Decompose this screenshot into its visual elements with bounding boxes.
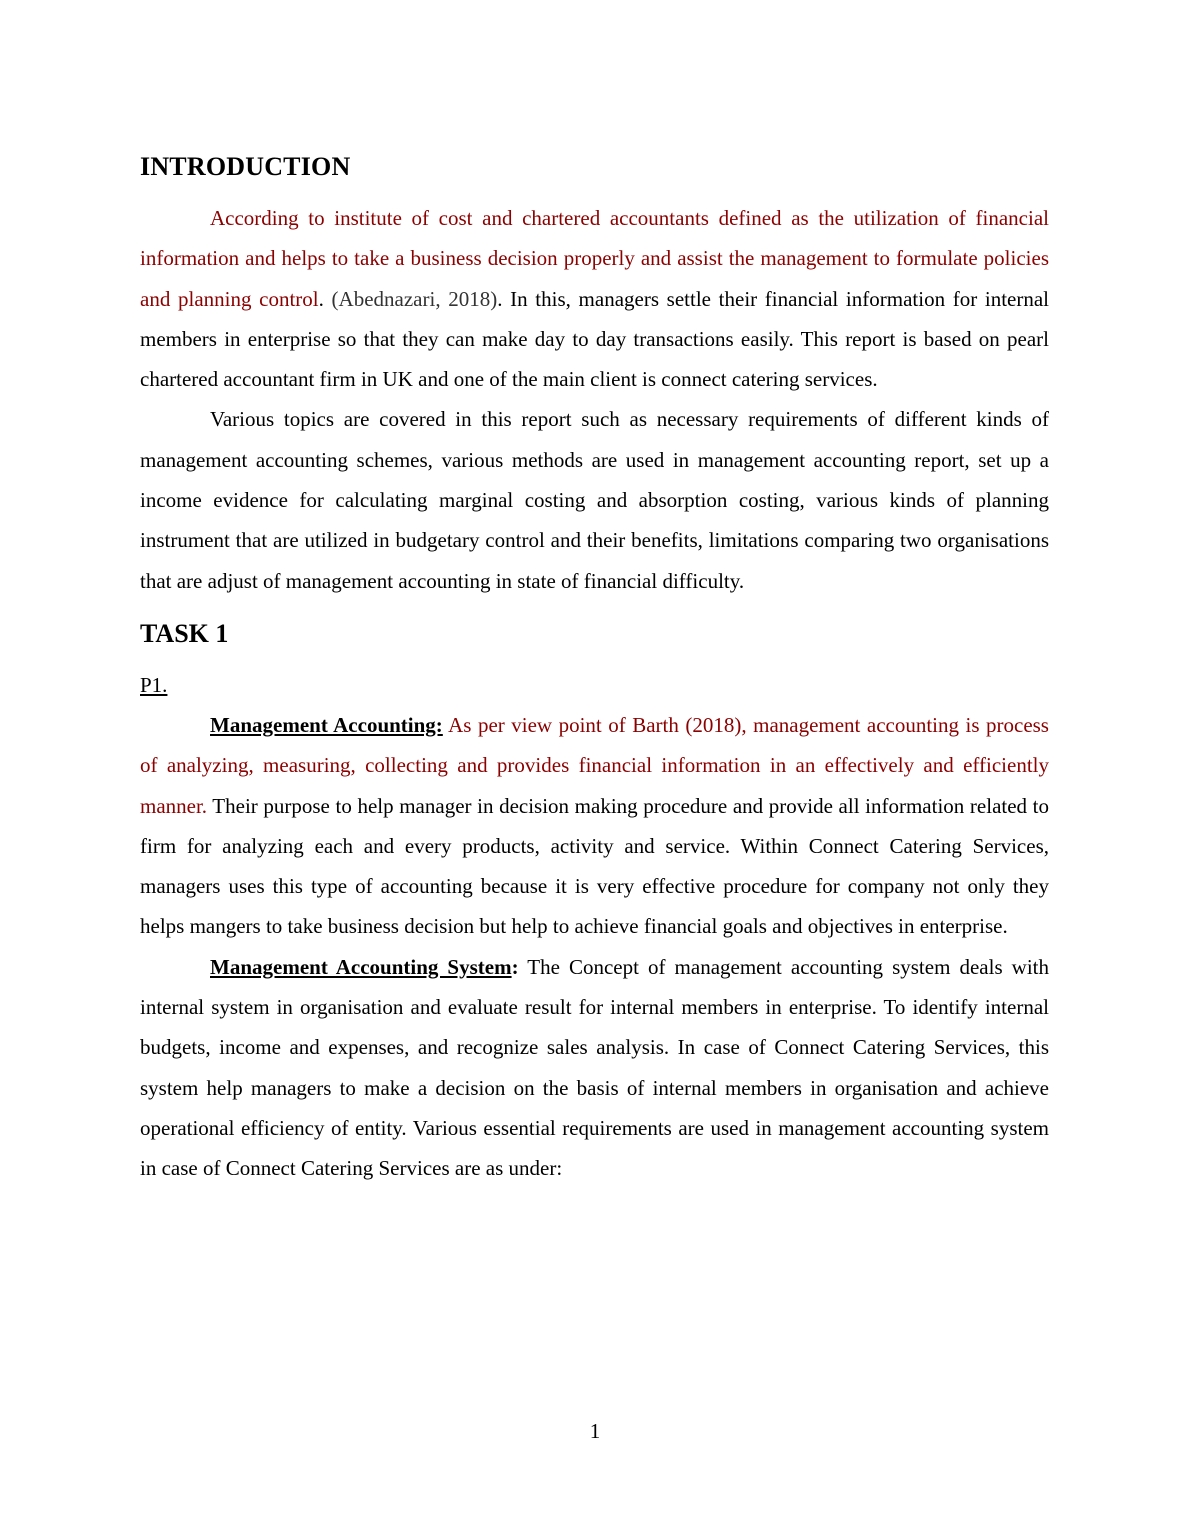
management-accounting-definition: As per view point of Barth (2018), management accounting is process of analyzing, measuring, collecting and provides financial information in an effectively and efficiently manner. — [140, 712, 1049, 818]
introduction-paragraph-1 — [140, 198, 1049, 399]
management-accounting-system-rest: The Concept of management accounting system deals with internal system in organisation and evaluate result for internal members in enterprise. To identify internal budgets, income and expenses, and recognize sales analysis. In case of Connect Catering Services, this system help managers to make a decision on the basis of internal members in organisation and achieve operational efficiency of entity. Various essential requirements are used in management accounting system in case of Connect Catering Services are as under: — [140, 954, 1049, 1181]
introduction-paragraph-2: Various topics are covered in this report such as necessary requirements of different kinds of management accounting schemes, various methods are used in management accounting report, set up a income evidence for calculating marginal costing and absorption costing, various kinds of planning instrument that are utilized in budgetary control and their benefits, limitations comparing two organisations that are adjust of management accounting in state of financial difficulty. — [140, 407, 1049, 593]
task1-heading: TASK 1 — [140, 618, 229, 648]
management-accounting-rest: Their purpose to help manager in decision making procedure and provide all information related to firm for analyzing each and every products, activity and service. Within Connect Catering Services, managers uses this type of accounting because it is very effective procedure for company not only they helps mangers to take business decision but help to achieve financial goals and objectives in enterprise. — [140, 793, 1049, 939]
p1-subheading: P1. — [140, 672, 168, 697]
management-accounting-paragraph — [140, 705, 1049, 947]
intro-dot: . — [318, 286, 332, 311]
mas-colon: : — [511, 954, 519, 979]
page-number: 1 — [589, 1419, 601, 1443]
intro-rest-text: . In this, managers settle their financial information for internal members in enterprise so that they can make day to day transactions easily. This report is based on pearl chartered accountant firm in UK and one of the main client is connect catering services. — [140, 286, 1050, 392]
management-accounting-system-paragraph — [140, 947, 1049, 1189]
management-accounting-system-term: Management Accounting System — [210, 954, 512, 979]
management-accounting-term: Management Accounting: — [210, 712, 443, 737]
intro-definition-text: According to institute of cost and chartered accountants defined as the utilization of financial information and helps to take a business decision properly and assist the management to formulate policies and planning control — [140, 206, 1049, 311]
document-page — [140, 150, 1049, 1189]
intro-citation: (Abednazari, 2018) — [331, 286, 498, 311]
introduction-heading: INTRODUCTION — [140, 152, 351, 181]
